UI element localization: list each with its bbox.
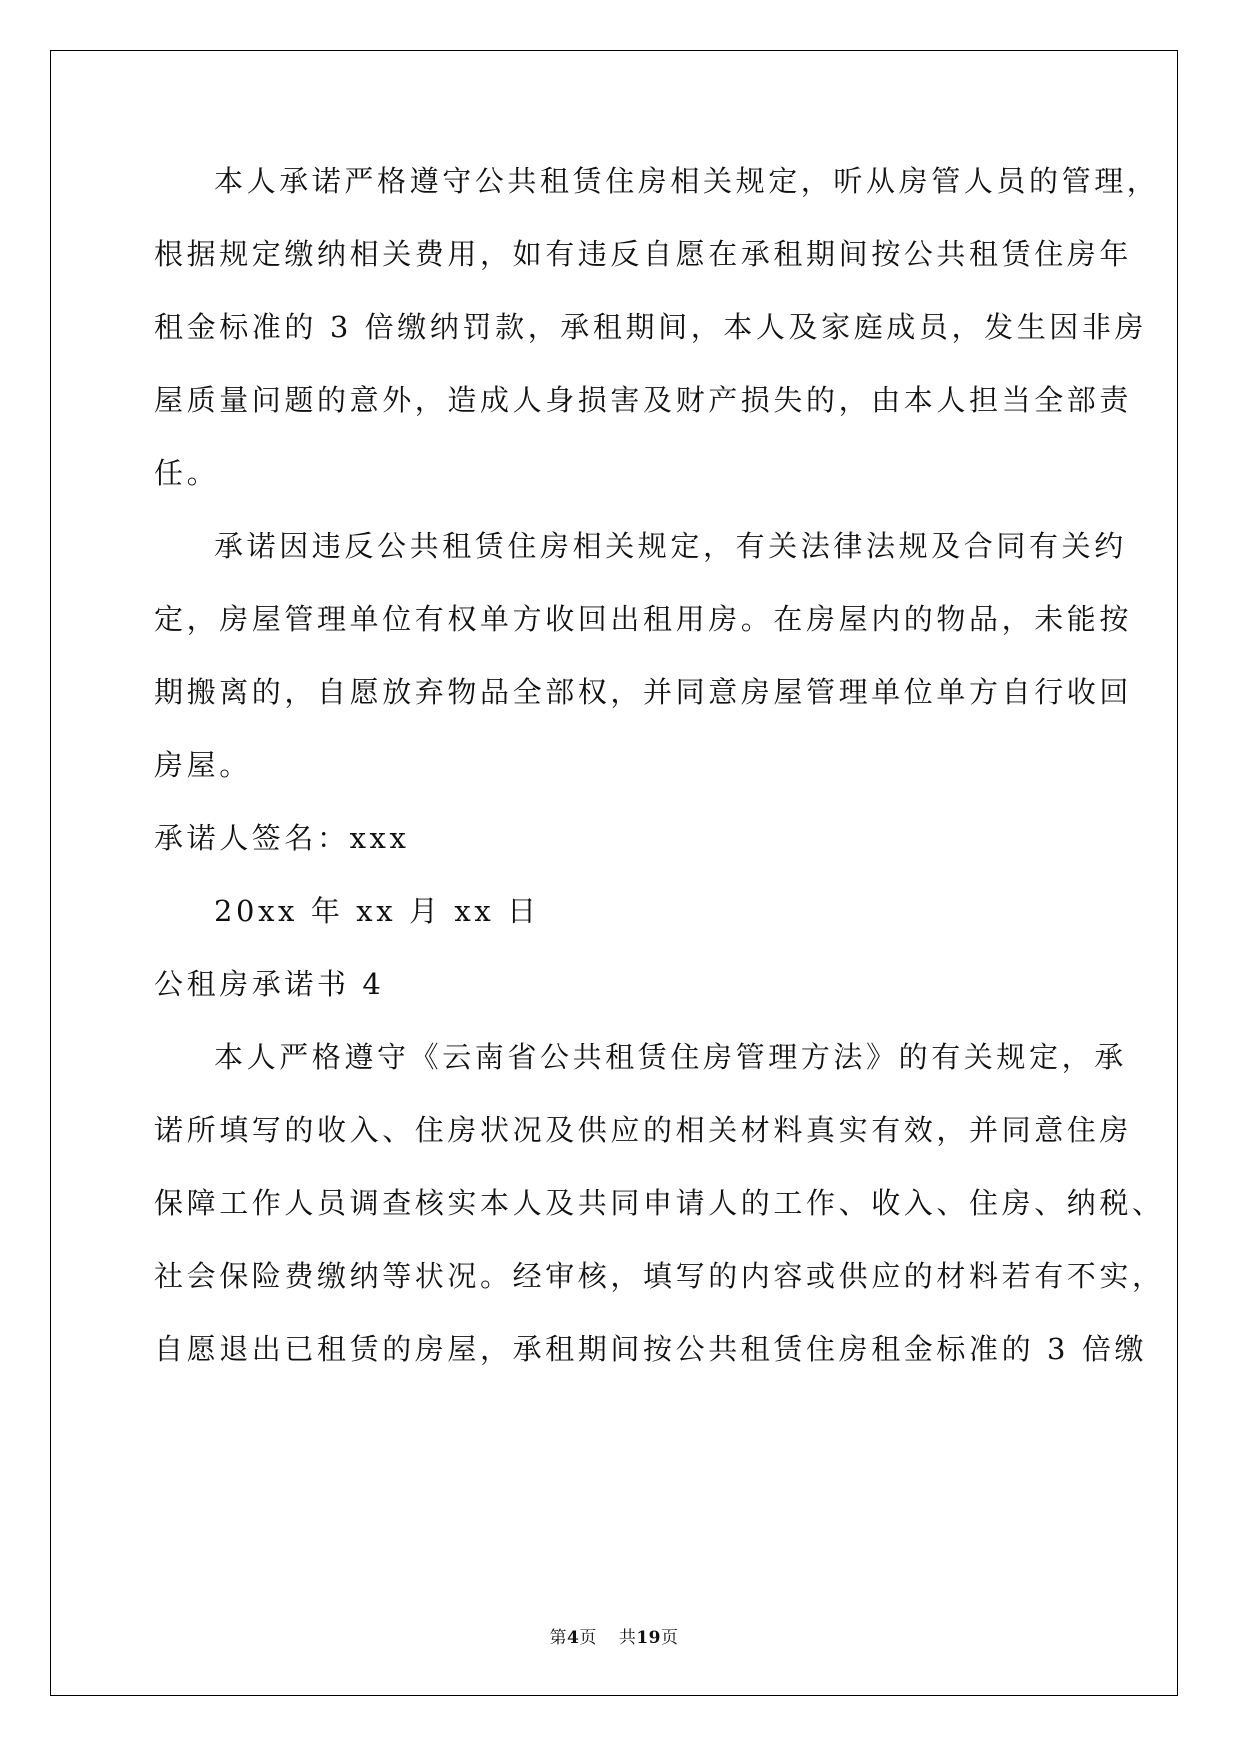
paragraph1-line: 租金标准的 3 倍缴纳罚款，承租期间，本人及家庭成员，发生因非房 [154, 310, 1148, 344]
paragraph3-line: 社会保险费缴纳等状况。经审核，填写的内容或供应的材料若有不实， [154, 1259, 1165, 1293]
paragraph1-line: 根据规定缴纳相关费用，如有违反自愿在承租期间按公共租赁住房年 [154, 237, 1133, 271]
paragraph1-line: 屋质量问题的意外，造成人身损害及财产损失的，由本人担当全部责 [154, 383, 1133, 417]
total-prefix: 共 [618, 1628, 637, 1648]
paragraph2-line: 定，房屋管理单位有权单方收回出租用房。在房屋内的物品，未能按 [154, 602, 1133, 636]
page-suffix: 页 [579, 1628, 597, 1648]
page-number: 4 [566, 1628, 580, 1648]
paragraph1-line: 本人承诺严格遵守公共租赁住房相关规定，听从房管人员的管理， [214, 164, 1160, 198]
paragraph2-line: 期搬离的，自愿放弃物品全部权，并同意房屋管理单位单方自行收回 [154, 675, 1133, 709]
total-suffix: 页 [661, 1628, 679, 1648]
total-pages: 19 [636, 1628, 661, 1648]
paragraph1-line: 任。 [154, 456, 220, 490]
page-footer [51, 1623, 1177, 1648]
paragraph2-line: 承诺因违反公共租赁住房相关规定，有关法律法规及合同有关约 [214, 529, 1127, 563]
signature-line: 承诺人签名：xxx [154, 821, 410, 855]
paragraph3-line: 保障工作人员调查核实本人及共同申请人的工作、收入、住房、纳税、 [154, 1186, 1165, 1220]
date-line: 20xx 年 xx 月 xx 日 [214, 894, 540, 928]
paragraph3-line: 本人严格遵守《云南省公共租赁住房管理方法》的有关规定，承 [214, 1040, 1127, 1074]
paragraph2-line: 房屋。 [154, 748, 252, 782]
section-title: 公租房承诺书 4 [154, 967, 385, 1001]
document-page [50, 50, 1178, 1696]
paragraph3-line: 自愿退出已租赁的房屋，承租期间按公共租赁住房租金标准的 3 倍缴 [154, 1332, 1148, 1366]
page-prefix: 第 [549, 1628, 567, 1648]
paragraph3-line: 诺所填写的收入、住房状况及供应的相关材料真实有效，并同意住房 [154, 1113, 1133, 1147]
